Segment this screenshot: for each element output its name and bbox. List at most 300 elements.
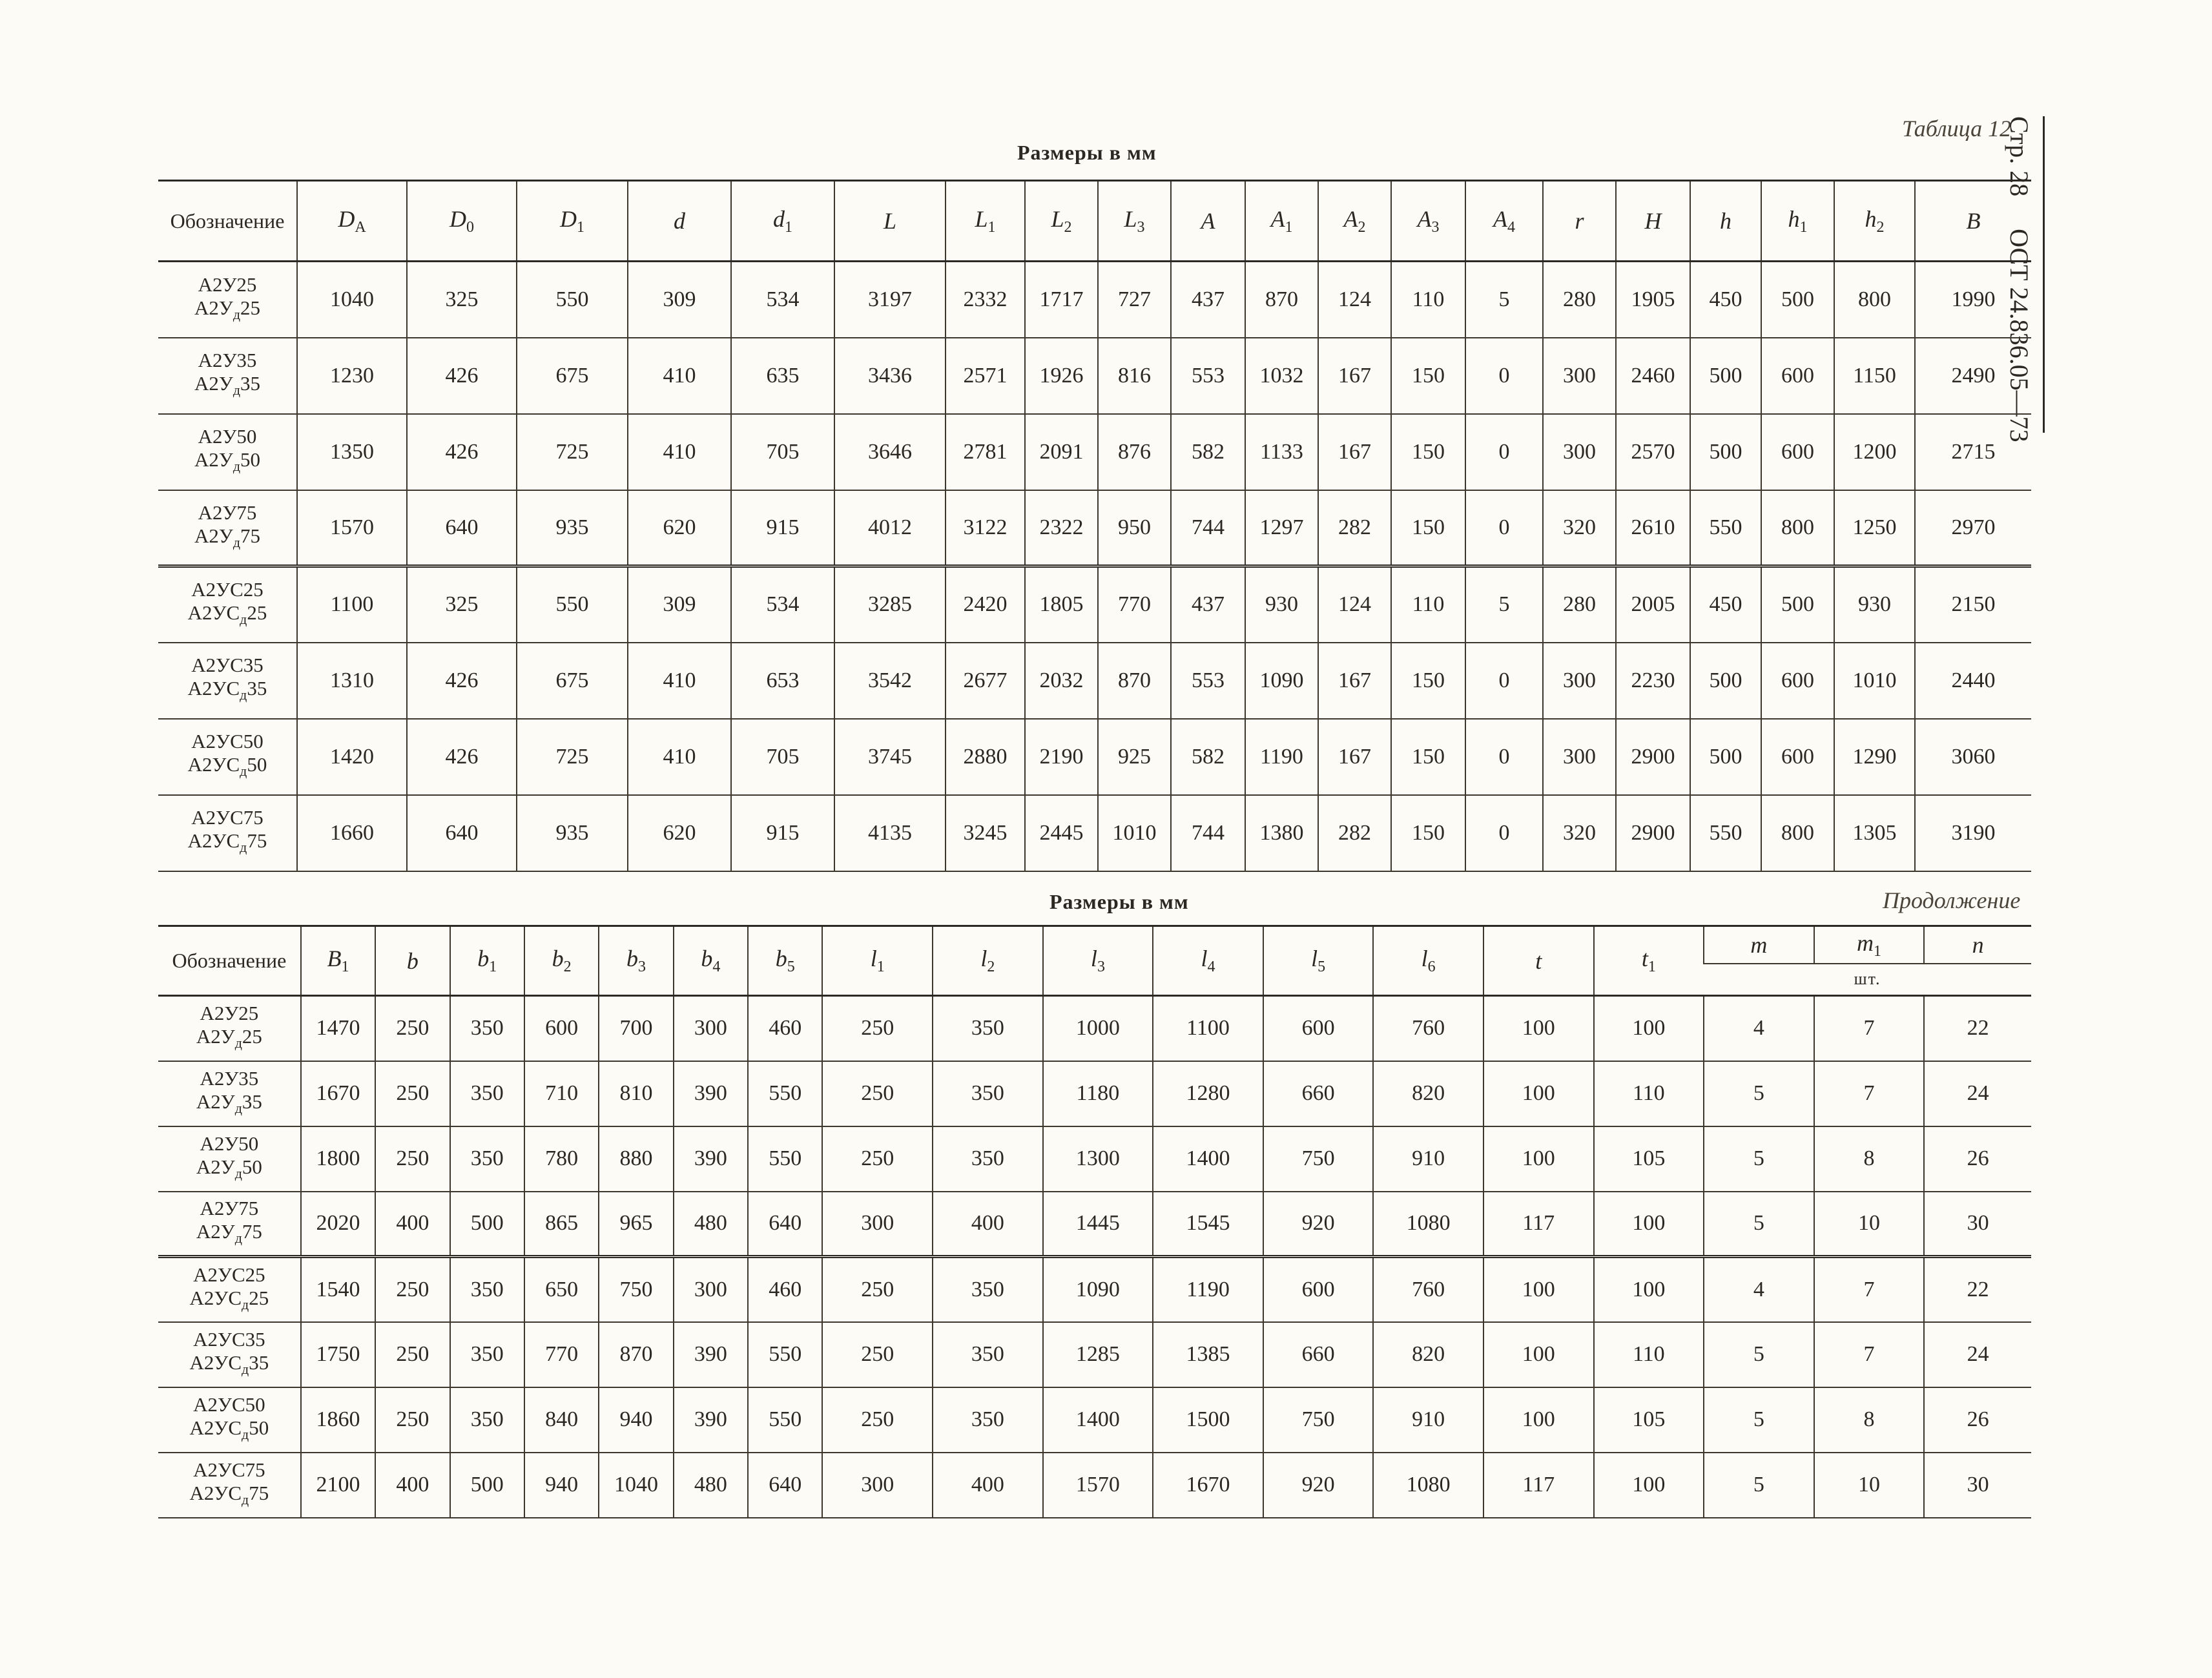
value-cell: 300 xyxy=(822,1192,933,1257)
value-cell: 2570 xyxy=(1616,414,1690,490)
column-header: Обозначение xyxy=(158,181,297,262)
value-cell: 1380 xyxy=(1245,795,1318,871)
table-row xyxy=(158,490,2031,566)
value-cell: 705 xyxy=(731,719,834,795)
value-cell: 5 xyxy=(1704,1453,1814,1518)
value-cell: 282 xyxy=(1318,795,1391,871)
value-cell: 800 xyxy=(1761,490,1834,566)
column-header: $h_1$ xyxy=(1761,181,1834,262)
column-header: $l_5$ xyxy=(1263,926,1374,996)
value-cell: 705 xyxy=(731,414,834,490)
value-cell: 100 xyxy=(1594,1192,1704,1257)
value-cell: 7 xyxy=(1814,1322,1925,1387)
value-cell: 1090 xyxy=(1245,643,1318,719)
value-cell: 2032 xyxy=(1025,643,1098,719)
value-cell: 760 xyxy=(1373,1257,1483,1322)
designation-line: $А2УС_д35$ xyxy=(187,677,267,703)
value-cell: 350 xyxy=(933,1387,1043,1453)
designation-line: $А2У_д25$ xyxy=(196,1025,262,1051)
value-cell: 4 xyxy=(1704,1257,1814,1322)
column-header: $B_1$ xyxy=(301,926,375,996)
designation-line: $А2У_д25$ xyxy=(194,296,261,322)
value-cell: 600 xyxy=(524,996,599,1061)
value-cell: 600 xyxy=(1761,414,1834,490)
value-cell: 24 xyxy=(1924,1322,2031,1387)
value-cell: 1570 xyxy=(297,490,407,566)
value-cell: 250 xyxy=(822,1126,933,1192)
designation-cell xyxy=(158,1322,301,1387)
column-header: $L_2$ xyxy=(1025,181,1098,262)
designation-cell xyxy=(158,1061,301,1126)
value-cell: 876 xyxy=(1098,414,1171,490)
value-cell: 1445 xyxy=(1043,1192,1153,1257)
designation-line: $А2УС_д50$ xyxy=(189,1416,269,1443)
value-cell: 100 xyxy=(1483,1387,1594,1453)
value-cell: 1100 xyxy=(297,566,407,643)
value-cell: 1400 xyxy=(1043,1387,1153,1453)
value-cell: 3646 xyxy=(834,414,946,490)
value-cell: 550 xyxy=(1690,795,1761,871)
value-cell: 5 xyxy=(1704,1126,1814,1192)
value-cell: 250 xyxy=(822,1322,933,1387)
value-cell: 1470 xyxy=(301,996,375,1061)
value-cell: 150 xyxy=(1391,795,1465,871)
value-cell: 1420 xyxy=(297,719,407,795)
designation-line: $А2У_д75$ xyxy=(194,524,261,550)
value-cell: 250 xyxy=(822,996,933,1061)
value-cell: 750 xyxy=(1263,1387,1374,1453)
designation-cell xyxy=(158,338,297,414)
value-cell: 426 xyxy=(407,643,517,719)
value-cell: 400 xyxy=(375,1192,450,1257)
value-cell: 534 xyxy=(731,262,834,338)
designation-cell xyxy=(158,566,297,643)
value-cell: 760 xyxy=(1373,996,1483,1061)
value-cell: 1230 xyxy=(297,338,407,414)
designation-cell xyxy=(158,996,301,1061)
value-cell: 2150 xyxy=(1915,566,2031,643)
designation-line: А2У50 xyxy=(198,425,257,448)
value-cell: 2445 xyxy=(1025,795,1098,871)
designation-line: А2УС35 xyxy=(191,654,264,677)
value-cell: 3745 xyxy=(834,719,946,795)
designation-line: А2У75 xyxy=(200,1197,259,1220)
value-cell: 2880 xyxy=(946,719,1025,795)
value-cell: 620 xyxy=(628,490,731,566)
value-cell: 390 xyxy=(674,1126,748,1192)
value-cell: 3285 xyxy=(834,566,946,643)
designation-line: А2У35 xyxy=(200,1066,259,1090)
value-cell: 1297 xyxy=(1245,490,1318,566)
value-cell: 2900 xyxy=(1616,719,1690,795)
value-cell: 1670 xyxy=(301,1061,375,1126)
value-cell: 660 xyxy=(1263,1322,1374,1387)
value-cell: 865 xyxy=(524,1192,599,1257)
column-header: $D_1$ xyxy=(517,181,628,262)
value-cell: 110 xyxy=(1594,1322,1704,1387)
value-cell: 1250 xyxy=(1834,490,1915,566)
value-cell: 2781 xyxy=(946,414,1025,490)
value-cell: 920 xyxy=(1263,1453,1374,1518)
column-header: m xyxy=(1704,926,1814,964)
value-cell: 250 xyxy=(375,996,450,1061)
designation-line: $А2УС_д35$ xyxy=(189,1351,269,1378)
value-cell: 600 xyxy=(1263,1257,1374,1322)
value-cell: 2420 xyxy=(946,566,1025,643)
value-cell: 2490 xyxy=(1915,338,2031,414)
value-cell: 410 xyxy=(628,414,731,490)
value-cell: 3060 xyxy=(1915,719,2031,795)
value-cell: 640 xyxy=(748,1192,822,1257)
table1-caption: Размеры в мм xyxy=(1017,141,1157,164)
designation-line: $А2УС_д25$ xyxy=(187,601,267,628)
value-cell: 1090 xyxy=(1043,1257,1153,1322)
value-cell: 1990 xyxy=(1915,262,2031,338)
table-number-label: Таблица 12 xyxy=(1902,116,2012,141)
value-cell: 2677 xyxy=(946,643,1025,719)
column-header: $m_1$ xyxy=(1814,926,1925,964)
value-cell: 390 xyxy=(674,1322,748,1387)
value-cell: 1150 xyxy=(1834,338,1915,414)
value-cell: 460 xyxy=(748,996,822,1061)
value-cell: 1300 xyxy=(1043,1126,1153,1192)
value-cell: 400 xyxy=(375,1453,450,1518)
value-cell: 350 xyxy=(933,996,1043,1061)
standard-code: ОСТ 24.836.05—73 xyxy=(2005,229,2034,442)
value-cell: 400 xyxy=(933,1192,1043,1257)
value-cell: 800 xyxy=(1761,795,1834,871)
value-cell: 1545 xyxy=(1153,1192,1263,1257)
value-cell: 1200 xyxy=(1834,414,1915,490)
value-cell: 426 xyxy=(407,338,517,414)
designation-line: А2У25 xyxy=(198,273,257,296)
designation-cell xyxy=(158,1453,301,1518)
value-cell: 2190 xyxy=(1025,719,1098,795)
value-cell: 1190 xyxy=(1153,1257,1263,1322)
value-cell: 1310 xyxy=(297,643,407,719)
value-cell: 117 xyxy=(1483,1192,1594,1257)
value-cell: 480 xyxy=(674,1192,748,1257)
designation-cell xyxy=(158,719,297,795)
designation-line: А2У50 xyxy=(200,1132,259,1155)
value-cell: 1010 xyxy=(1834,643,1915,719)
value-cell: 167 xyxy=(1318,719,1391,795)
value-cell: 309 xyxy=(628,262,731,338)
value-cell: 910 xyxy=(1373,1126,1483,1192)
value-cell: 7 xyxy=(1814,1257,1925,1322)
table-row xyxy=(158,1061,2031,1126)
value-cell: 480 xyxy=(674,1453,748,1518)
value-cell: 1280 xyxy=(1153,1061,1263,1126)
value-cell: 500 xyxy=(1690,414,1761,490)
value-cell: 2970 xyxy=(1915,490,2031,566)
value-cell: 100 xyxy=(1483,1322,1594,1387)
value-cell: 300 xyxy=(1543,719,1616,795)
value-cell: 4 xyxy=(1704,996,1814,1061)
designation-line: $А2УС_д75$ xyxy=(187,829,267,856)
value-cell: 915 xyxy=(731,490,834,566)
value-cell: 770 xyxy=(1098,566,1171,643)
value-cell: 250 xyxy=(375,1061,450,1126)
value-cell: 2005 xyxy=(1616,566,1690,643)
value-cell: 940 xyxy=(524,1453,599,1518)
value-cell: 400 xyxy=(933,1453,1043,1518)
value-cell: 750 xyxy=(599,1257,673,1322)
value-cell: 550 xyxy=(748,1061,822,1126)
table-row xyxy=(158,1322,2031,1387)
value-cell: 350 xyxy=(450,1126,524,1192)
value-cell: 1540 xyxy=(301,1257,375,1322)
column-header: $D_A$ xyxy=(297,181,407,262)
value-cell: 1570 xyxy=(1043,1453,1153,1518)
value-cell: 675 xyxy=(517,338,628,414)
value-cell: 167 xyxy=(1318,643,1391,719)
value-cell: 110 xyxy=(1594,1061,1704,1126)
value-cell: 460 xyxy=(748,1257,822,1322)
designation-line: А2УС50 xyxy=(193,1393,265,1416)
value-cell: 660 xyxy=(1263,1061,1374,1126)
value-cell: 500 xyxy=(1690,719,1761,795)
value-cell: 553 xyxy=(1171,643,1245,719)
value-cell: 100 xyxy=(1483,1257,1594,1322)
value-cell: 350 xyxy=(450,1257,524,1322)
column-header: H xyxy=(1616,181,1690,262)
table-row xyxy=(158,1257,2031,1322)
value-cell: 930 xyxy=(1245,566,1318,643)
value-cell: 309 xyxy=(628,566,731,643)
value-cell: 8 xyxy=(1814,1126,1925,1192)
value-cell: 2230 xyxy=(1616,643,1690,719)
designation-line: А2У75 xyxy=(198,501,257,524)
value-cell: 950 xyxy=(1098,490,1171,566)
value-cell: 100 xyxy=(1594,1453,1704,1518)
value-cell: 2322 xyxy=(1025,490,1098,566)
value-cell: 100 xyxy=(1594,996,1704,1061)
value-cell: 550 xyxy=(748,1387,822,1453)
value-cell: 426 xyxy=(407,414,517,490)
column-header: $A_1$ xyxy=(1245,181,1318,262)
value-cell: 1805 xyxy=(1025,566,1098,643)
value-cell: 300 xyxy=(822,1453,933,1518)
value-cell: 840 xyxy=(524,1387,599,1453)
dimensions-table-1 xyxy=(158,180,2031,872)
value-cell: 5 xyxy=(1704,1192,1814,1257)
column-header: $d_1$ xyxy=(731,181,834,262)
column-header: $L_1$ xyxy=(946,181,1025,262)
designation-line: $А2УС_д50$ xyxy=(187,753,267,780)
value-cell: 250 xyxy=(822,1387,933,1453)
value-cell: 1133 xyxy=(1245,414,1318,490)
value-cell: 0 xyxy=(1465,795,1543,871)
value-cell: 920 xyxy=(1263,1192,1374,1257)
value-cell: 10 xyxy=(1814,1192,1925,1257)
value-cell: 675 xyxy=(517,643,628,719)
designation-cell xyxy=(158,1192,301,1257)
value-cell: 880 xyxy=(599,1126,673,1192)
value-cell: 410 xyxy=(628,643,731,719)
value-cell: 30 xyxy=(1924,1453,2031,1518)
value-cell: 725 xyxy=(517,414,628,490)
value-cell: 710 xyxy=(524,1061,599,1126)
value-cell: 10 xyxy=(1814,1453,1925,1518)
designation-line: А2УС25 xyxy=(193,1263,265,1286)
value-cell: 105 xyxy=(1594,1387,1704,1453)
designation-line: $А2У_д75$ xyxy=(196,1220,262,1247)
continuation-label: Продолжение xyxy=(1883,887,2021,913)
table-row xyxy=(158,262,2031,338)
table-row xyxy=(158,338,2031,414)
value-cell: 940 xyxy=(599,1387,673,1453)
value-cell: 500 xyxy=(1690,338,1761,414)
column-header: $l_2$ xyxy=(933,926,1043,996)
value-cell: 1500 xyxy=(1153,1387,1263,1453)
value-cell: 2460 xyxy=(1616,338,1690,414)
value-cell: 100 xyxy=(1483,996,1594,1061)
value-cell: 22 xyxy=(1924,1257,2031,1322)
value-cell: 553 xyxy=(1171,338,1245,414)
value-cell: 1305 xyxy=(1834,795,1915,871)
value-cell: 1385 xyxy=(1153,1322,1263,1387)
value-cell: 1400 xyxy=(1153,1126,1263,1192)
value-cell: 653 xyxy=(731,643,834,719)
value-cell: 1905 xyxy=(1616,262,1690,338)
column-header: $l_6$ xyxy=(1373,926,1483,996)
value-cell: 3542 xyxy=(834,643,946,719)
column-header: d xyxy=(628,181,731,262)
value-cell: 300 xyxy=(1543,338,1616,414)
designation-line: А2УС50 xyxy=(191,730,264,753)
value-cell: 534 xyxy=(731,566,834,643)
value-cell: 5 xyxy=(1465,566,1543,643)
designation-line: $А2УС_д25$ xyxy=(189,1286,269,1312)
header-rule xyxy=(2043,116,2045,433)
value-cell: 280 xyxy=(1543,566,1616,643)
value-cell: 550 xyxy=(517,566,628,643)
value-cell: 390 xyxy=(674,1387,748,1453)
value-cell: 5 xyxy=(1704,1387,1814,1453)
value-cell: 300 xyxy=(1543,643,1616,719)
value-cell: 390 xyxy=(674,1061,748,1126)
value-cell: 1290 xyxy=(1834,719,1915,795)
value-cell: 1100 xyxy=(1153,996,1263,1061)
value-cell: 250 xyxy=(375,1387,450,1453)
table-row xyxy=(158,1453,2031,1518)
column-header: $D_0$ xyxy=(407,181,517,262)
value-cell: 124 xyxy=(1318,566,1391,643)
value-cell: 1926 xyxy=(1025,338,1098,414)
value-cell: 250 xyxy=(375,1322,450,1387)
value-cell: 2610 xyxy=(1616,490,1690,566)
value-cell: 26 xyxy=(1924,1126,2031,1192)
table-row xyxy=(158,566,2031,643)
designation-line: $А2У_д35$ xyxy=(196,1090,262,1117)
value-cell: 1860 xyxy=(301,1387,375,1453)
value-cell: 5 xyxy=(1465,262,1543,338)
value-cell: 500 xyxy=(1761,262,1834,338)
value-cell: 1660 xyxy=(297,795,407,871)
value-cell: 167 xyxy=(1318,414,1391,490)
value-cell: 1350 xyxy=(297,414,407,490)
value-cell: 4012 xyxy=(834,490,946,566)
value-cell: 810 xyxy=(599,1061,673,1126)
value-cell: 1190 xyxy=(1245,719,1318,795)
designation-line: $А2У_д35$ xyxy=(194,372,261,399)
value-cell: 1180 xyxy=(1043,1061,1153,1126)
value-cell: 600 xyxy=(1761,643,1834,719)
value-cell: 1040 xyxy=(599,1453,673,1518)
column-header: $l_3$ xyxy=(1043,926,1153,996)
value-cell: 426 xyxy=(407,719,517,795)
value-cell: 925 xyxy=(1098,719,1171,795)
value-cell: 3190 xyxy=(1915,795,2031,871)
value-cell: 300 xyxy=(1543,414,1616,490)
value-cell: 870 xyxy=(1098,643,1171,719)
value-cell: 650 xyxy=(524,1257,599,1322)
column-header: $b_2$ xyxy=(524,926,599,996)
value-cell: 744 xyxy=(1171,490,1245,566)
page-number: Стр. 28 xyxy=(2005,116,2034,197)
value-cell: 640 xyxy=(407,795,517,871)
column-header: $l_1$ xyxy=(822,926,933,996)
column-header: A xyxy=(1171,181,1245,262)
value-cell: 582 xyxy=(1171,414,1245,490)
column-header: $h_2$ xyxy=(1834,181,1915,262)
value-cell: 965 xyxy=(599,1192,673,1257)
value-cell: 300 xyxy=(674,1257,748,1322)
column-header: $l_4$ xyxy=(1153,926,1263,996)
designation-cell xyxy=(158,1257,301,1322)
value-cell: 1800 xyxy=(301,1126,375,1192)
designation-cell xyxy=(158,1126,301,1192)
column-header: r xyxy=(1543,181,1616,262)
value-cell: 1010 xyxy=(1098,795,1171,871)
value-cell: 600 xyxy=(1761,338,1834,414)
value-cell: 550 xyxy=(748,1322,822,1387)
designation-line: $А2У_д50$ xyxy=(196,1155,262,1182)
value-cell: 750 xyxy=(1263,1126,1374,1192)
value-cell: 350 xyxy=(450,996,524,1061)
column-header: $b_3$ xyxy=(599,926,673,996)
column-header: $b_4$ xyxy=(674,926,748,996)
value-cell: 640 xyxy=(407,490,517,566)
column-header: $A_2$ xyxy=(1318,181,1391,262)
value-cell: 250 xyxy=(375,1126,450,1192)
value-cell: 0 xyxy=(1465,643,1543,719)
value-cell: 2900 xyxy=(1616,795,1690,871)
value-cell: 320 xyxy=(1543,795,1616,871)
value-cell: 24 xyxy=(1924,1061,2031,1126)
value-cell: 0 xyxy=(1465,338,1543,414)
value-cell: 1717 xyxy=(1025,262,1098,338)
table-row xyxy=(158,643,2031,719)
designation-cell xyxy=(158,795,297,871)
value-cell: 350 xyxy=(933,1257,1043,1322)
value-cell: 250 xyxy=(822,1257,933,1322)
value-cell: 930 xyxy=(1834,566,1915,643)
value-cell: 2020 xyxy=(301,1192,375,1257)
value-cell: 910 xyxy=(1373,1387,1483,1453)
column-header: $L_3$ xyxy=(1098,181,1171,262)
value-cell: 3245 xyxy=(946,795,1025,871)
designation-line: А2УС75 xyxy=(191,806,264,829)
value-cell: 3122 xyxy=(946,490,1025,566)
value-cell: 1080 xyxy=(1373,1453,1483,1518)
value-cell: 780 xyxy=(524,1126,599,1192)
value-cell: 450 xyxy=(1690,566,1761,643)
value-cell: 600 xyxy=(1761,719,1834,795)
value-cell: 816 xyxy=(1098,338,1171,414)
column-header: B xyxy=(1915,181,2031,262)
